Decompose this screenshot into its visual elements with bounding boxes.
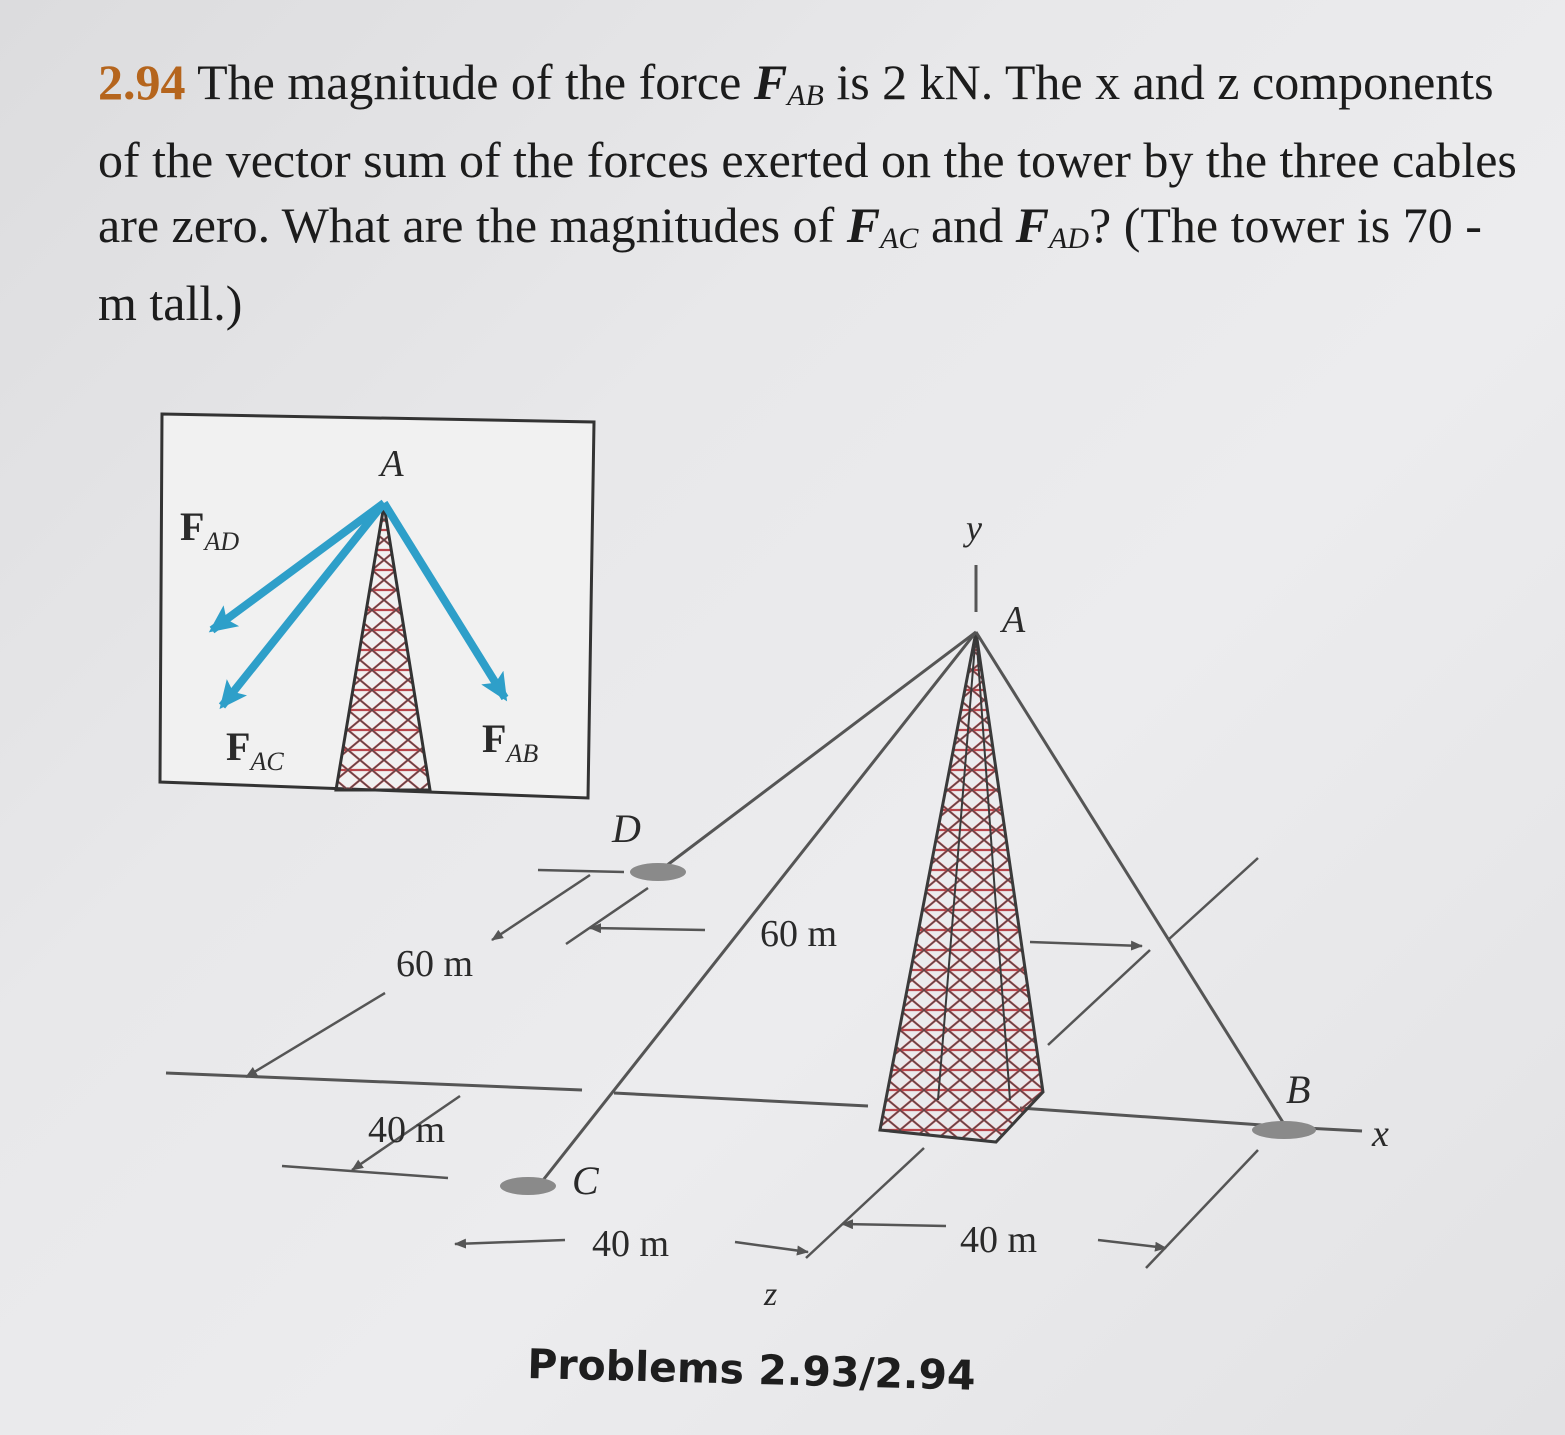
anchor-c bbox=[500, 1177, 556, 1195]
dim-60-left-upper bbox=[492, 875, 590, 940]
problem-text-part-4: ? (The tower is 70 -m tall.) bbox=[98, 197, 1482, 331]
label-x-axis: x bbox=[1372, 1113, 1389, 1155]
anchor-d bbox=[630, 863, 686, 881]
dim-b-ext-bottom bbox=[1146, 1150, 1258, 1268]
dim-40-br-left bbox=[842, 1224, 946, 1226]
dim-40-br-right bbox=[1098, 1240, 1166, 1248]
inset-label-a: A bbox=[380, 443, 404, 485]
problem-text-part-1: The magnitude of the force bbox=[185, 54, 754, 110]
label-point-c: C bbox=[572, 1158, 599, 1203]
z-axis-line bbox=[806, 1148, 924, 1258]
ground-line-left bbox=[166, 1073, 582, 1090]
label-point-a: A bbox=[1002, 599, 1026, 641]
force-fac-symbol: $F_{AC}$ bbox=[846, 197, 919, 255]
dim-60-top-right bbox=[1030, 942, 1142, 946]
problem-text-part-2: is 2 kN. The x and z components of the vector sum of the forces exerted on the tower by the three cables are zero. What are the magnitudes of bbox=[98, 54, 1517, 253]
dim-d-ext bbox=[566, 888, 648, 944]
inset-label-fad: $F_{AD}$ bbox=[180, 504, 240, 556]
tower-icon bbox=[880, 632, 1043, 1142]
dim-b-ext-upper bbox=[1168, 858, 1258, 940]
ground-line-mid bbox=[614, 1093, 868, 1106]
label-y-axis: y bbox=[966, 508, 982, 548]
inset-figure bbox=[160, 414, 594, 798]
dim-40-left-base bbox=[282, 1166, 448, 1178]
dim-d-tick bbox=[538, 870, 624, 872]
anchor-b bbox=[1252, 1121, 1316, 1139]
inset-label-fac: $F_{AC}$ bbox=[226, 724, 284, 776]
label-dim-40-bottom-left: 40 m bbox=[592, 1223, 670, 1265]
inset-label-fab: $F_{AB}$ bbox=[482, 716, 539, 768]
problem-number: 2.94 bbox=[98, 54, 186, 110]
label-dim-60-top: 60 m bbox=[760, 913, 838, 955]
x-axis-line bbox=[1020, 1108, 1262, 1125]
label-dim-40-bottom-right: 40 m bbox=[960, 1219, 1038, 1261]
dim-60-left-lower bbox=[246, 993, 385, 1077]
label-dim-40-left: 40 m bbox=[368, 1109, 446, 1151]
dim-40-bl-left bbox=[455, 1240, 565, 1244]
label-dim-60-left: 60 m bbox=[396, 943, 474, 985]
label-z-axis: z bbox=[764, 1276, 778, 1313]
figure-caption: Problems 2.93/2.94 bbox=[526, 1340, 977, 1400]
label-point-b: B bbox=[1286, 1067, 1311, 1112]
problem-text-part-3: and bbox=[918, 197, 1016, 253]
label-point-d: D bbox=[612, 806, 641, 851]
dim-b-ext-lower bbox=[1048, 950, 1150, 1045]
force-fab-symbol: $F_{AB}$ bbox=[753, 54, 824, 112]
dim-60-top-left bbox=[590, 928, 705, 930]
dim-40-bl-right bbox=[735, 1242, 808, 1252]
cable-ad bbox=[658, 632, 976, 872]
force-fad-symbol: $F_{AD}$ bbox=[1015, 197, 1089, 255]
